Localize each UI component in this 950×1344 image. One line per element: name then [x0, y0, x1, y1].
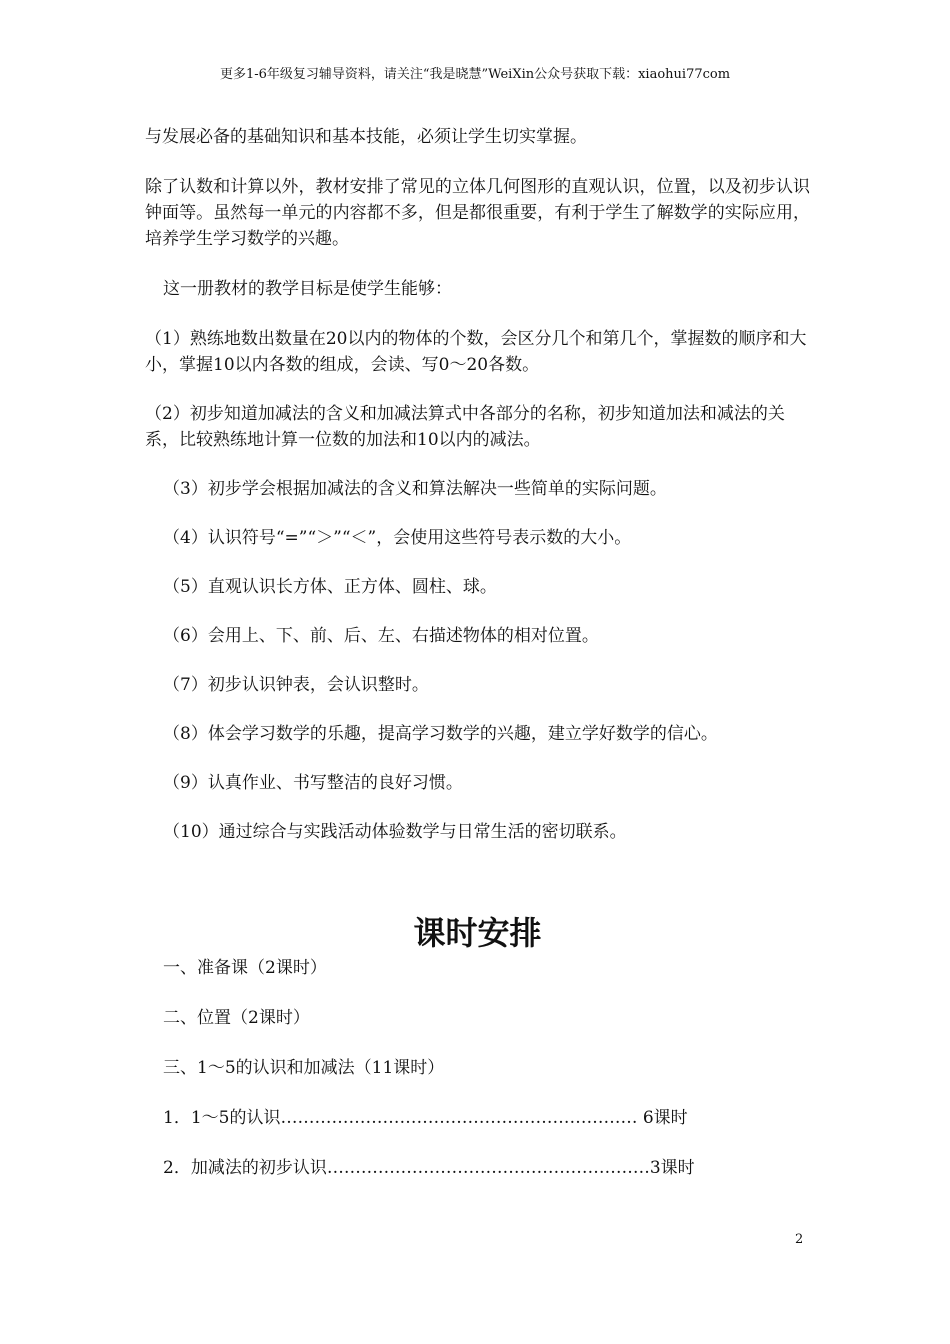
- schedule-unit-2: 二、位置（2课时）: [163, 1008, 310, 1028]
- goals-list: [145, 326, 810, 845]
- page-number: 2: [795, 1232, 804, 1247]
- paragraph-goals-intro: 这一册教材的教学目标是使学生能够：: [163, 279, 452, 299]
- schedule-lesson-2: 2．加减法的初步认识…………………………………………………3课时: [163, 1158, 695, 1178]
- goal-item-10: （10）通过综合与实践活动体验数学与日常生活的密切联系。: [163, 822, 627, 842]
- goal-item-3: （3）初步学会根据加减法的含义和算法解决一些简单的实际问题。: [163, 479, 667, 499]
- schedule-unit-1: 一、准备课（2课时）: [163, 958, 327, 978]
- schedule-list: [145, 955, 810, 1181]
- goal-item-9: （9）认真作业、书写整洁的良好习惯。: [163, 773, 463, 793]
- schedule-unit-3: 三、1～5的认识和加减法（11课时）: [163, 1058, 445, 1078]
- goal-item-8: （8）体会学习数学的乐趣，提高学习数学的兴趣，建立学好数学的信心。: [163, 724, 718, 744]
- paragraph-content-overview: 除了认数和计算以外，教材安排了常见的立体几何图形的直观认识，位置，以及初步认识钟面等。虽然每一单元的内容都不多，但是都很重要，有利于学生了解数学的实际应用，培养学生学习数学的兴趣。: [145, 177, 810, 249]
- goal-item-1: （1）熟练地数出数量在20以内的物体的个数，会区分几个和第几个，掌握数的顺序和大小，掌握10以内各数的组成，会读、写0～20各数。: [145, 329, 807, 375]
- goal-item-4: （4）认识符号“=”“＞”“＜”，会使用这些符号表示数的大小。: [163, 528, 632, 548]
- goal-item-2: （2）初步知道加减法的含义和加减法算式中各部分的名称，初步知道加法和减法的关系，比较熟练地计算一位数的加法和10以内的减法。: [145, 404, 785, 450]
- schedule-title: 课时安排: [413, 914, 542, 952]
- page-header: 更多1-6年级复习辅导资料，请关注“我是晓慧”WeiXin公众号获取下载：xiaohui77com: [219, 67, 731, 82]
- goal-item-6: （6）会用上、下、前、后、左、右描述物体的相对位置。: [163, 626, 599, 646]
- document-body: [145, 124, 810, 1205]
- schedule-lesson-1: 1．1～5的认识……………………………………………………… 6课时: [163, 1108, 688, 1128]
- paragraph-continued: 与发展必备的基础知识和基本技能，必须让学生切实掌握。: [145, 127, 587, 147]
- goal-item-5: （5）直观认识长方体、正方体、圆柱、球。: [163, 577, 497, 597]
- goal-item-7: （7）初步认识钟表，会认识整时。: [163, 675, 429, 695]
